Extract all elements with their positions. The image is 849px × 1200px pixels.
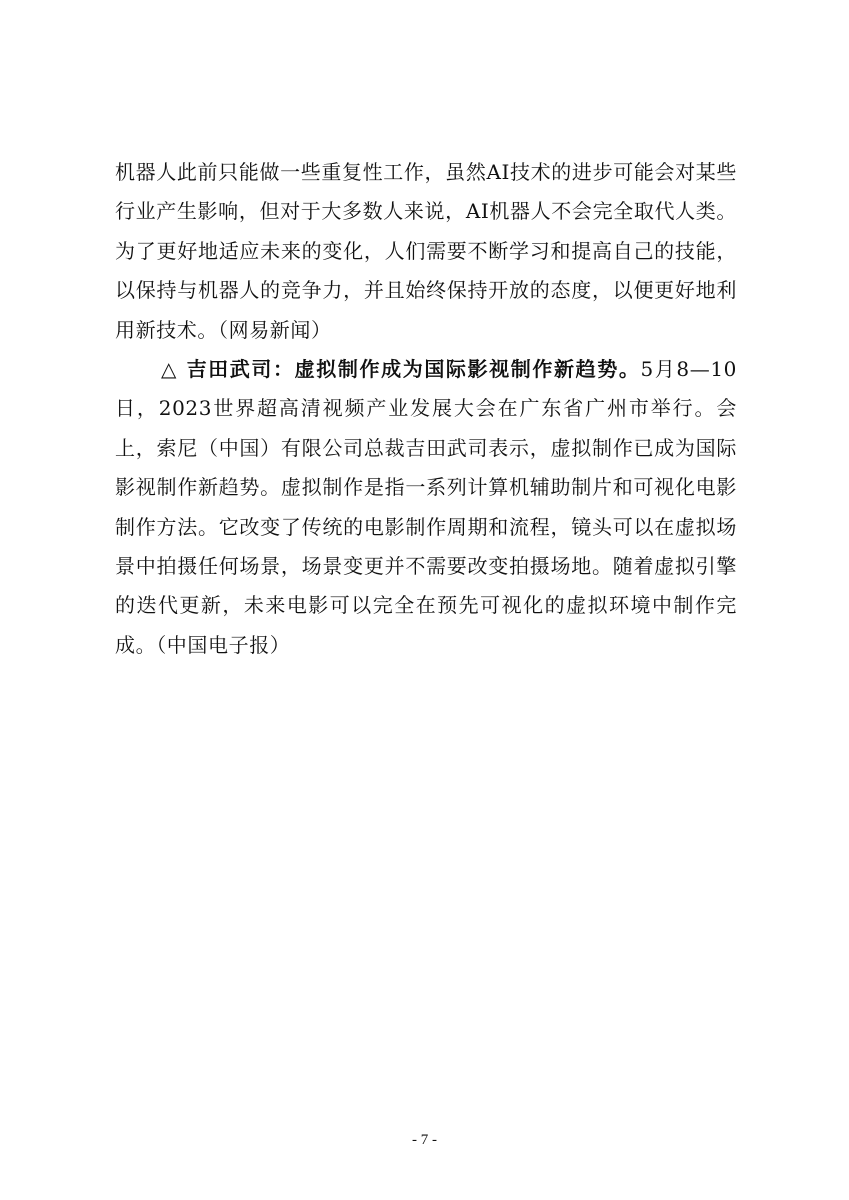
- article-continuation: [115, 153, 737, 350]
- news-item-headline: △ 吉田武司：虚拟制作成为国际影视制作新趋势。: [161, 357, 641, 382]
- article-continuation-text: 机器人此前只能做一些重复性工作，虽然AI技术的进步可能会对某些行业产生影响，但对于大多数人来说，AI机器人不会完全取代人类。为了更好地适应未来的变化，人们需要不断学习和提高自己的技能，以保持与机器人的竞争力，并且始终保持开放的态度，以便更好地利用新技术。（网易新闻）: [115, 160, 737, 342]
- page-content: [115, 153, 737, 665]
- page-number: - 7 -: [412, 1132, 437, 1148]
- news-item: [115, 350, 737, 665]
- news-item-body: 5月8—10日，2023世界超高清视频产业发展大会在广东省广州市举行。会上，索尼（中国）有限公司总裁吉田武司表示，虚拟制作已成为国际影视制作新趋势。虚拟制作是指一系列计算机辅助制片和可视化电影制作方法。它改变了传统的电影制作周期和流程，镜头可以在虚拟场景中拍摄任何场景，场景变更并不需要改变拍摄场地。随着虚拟引擎的迭代更新，未来电影可以完全在预先可视化的虚拟环境中制作完成。（中国电子报）: [115, 357, 737, 657]
